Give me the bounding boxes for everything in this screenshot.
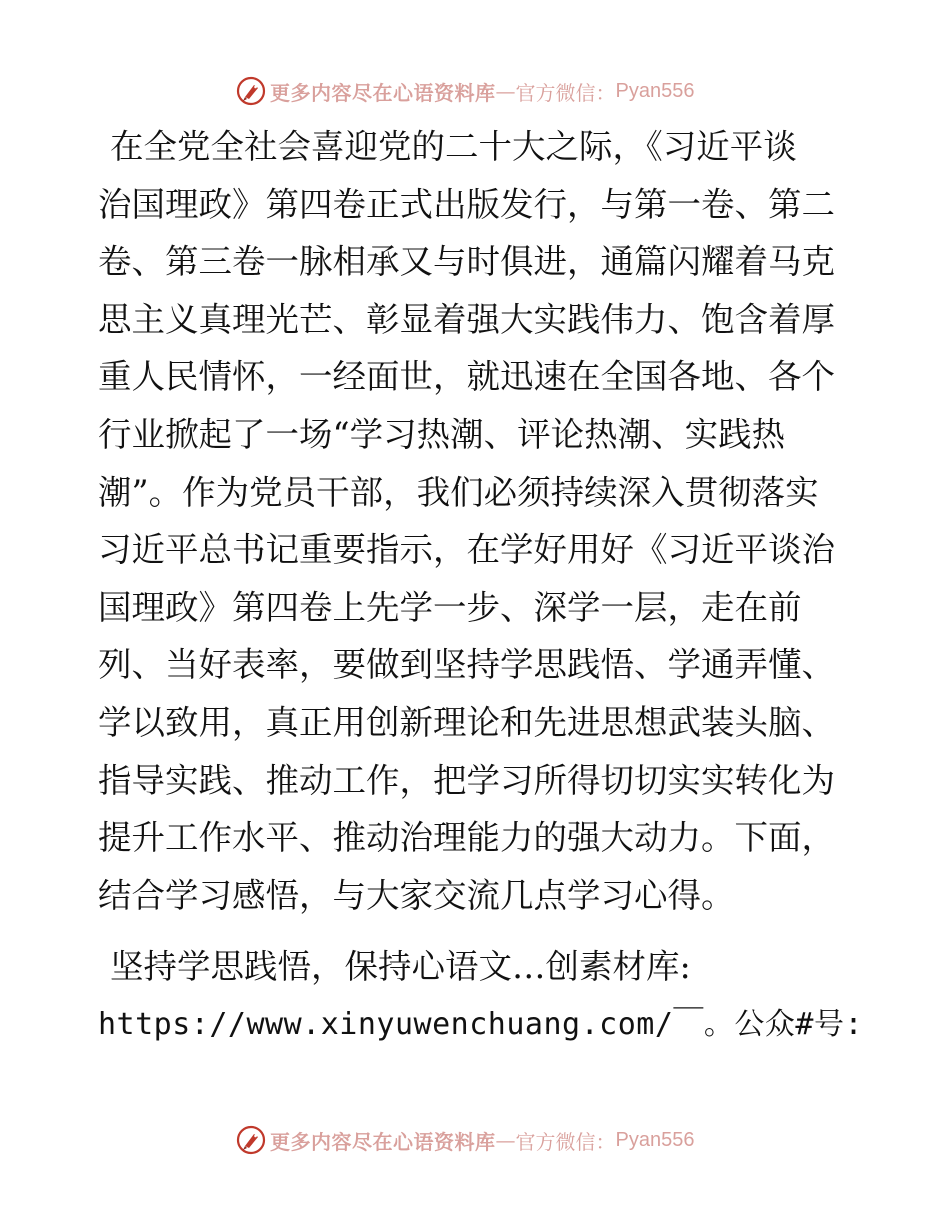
text-line: 思主义真理光芒、彰显着强大实践伟力、饱含着厚 (98, 299, 835, 339)
watermark-site-text: 更多内容尽在心语资料库 (270, 1129, 496, 1154)
header-watermark (236, 74, 694, 108)
section-heading-line: 坚持学思践悟，保持心语文…创素材库: (110, 947, 691, 987)
text-line: 行业掀起了一场“学习热潮、评论热潮、实践热 (98, 414, 786, 454)
footer-watermark (236, 1123, 694, 1157)
text-line: 结合学习感悟，与大家交流几点学习心得。 (98, 875, 735, 915)
text-line: 指导实践、推动工作，把学习所得切切实实转化为 (98, 760, 835, 800)
pen-nib-logo-icon (236, 76, 266, 106)
paragraph-intro (98, 118, 858, 924)
text-line: 国理政》第四卷上先学一步、深学一层，走在前 (98, 587, 802, 627)
paragraph-gap (98, 924, 858, 938)
watermark-wechat-id: Pyan556 (615, 1128, 695, 1151)
text-line: 治国理政》第四卷正式出版发行，与第一卷、第二 (98, 184, 835, 224)
paragraph-section-heading (98, 938, 864, 1053)
text-line: 习近平总书记重要指示，在学好用好《习近平谈治 (98, 530, 835, 570)
watermark-wechat-id: Pyan556 (615, 79, 695, 102)
watermark-separator: — (495, 79, 516, 103)
text-line: 列、当好表率，要做到坚持学思践悟、学通弄懂、 (98, 645, 835, 685)
text-line: 提升工作水平、推动治理能力的强大动力。下面， (98, 818, 835, 858)
watermark-separator: — (495, 1128, 516, 1152)
document-body (98, 118, 864, 1054)
source-url-line: https://www.xinyuwenchuang.com/￣。公众#号: (98, 1006, 864, 1042)
text-line: 重人民情怀，一经面世，就迅速在全国各地、各个 (98, 357, 835, 397)
watermark-wechat-label: 官方微信： (515, 80, 616, 105)
watermark-site-text: 更多内容尽在心语资料库 (270, 80, 496, 105)
text-line: 潮”。作为党员干部，我们必须持续深入贯彻落实 (98, 472, 819, 512)
text-line: 卷、第三卷一脉相承又与时俱进，通篇闪耀着马克 (98, 242, 835, 282)
pen-nib-logo-icon (236, 1125, 266, 1155)
text-line: 学以致用，真正用创新理论和先进思想武装头脑、 (98, 702, 835, 742)
text-line: 在全党全社会喜迎党的二十大之际，《习近平谈 (110, 127, 797, 166)
watermark-wechat-label: 官方微信： (515, 1129, 616, 1154)
